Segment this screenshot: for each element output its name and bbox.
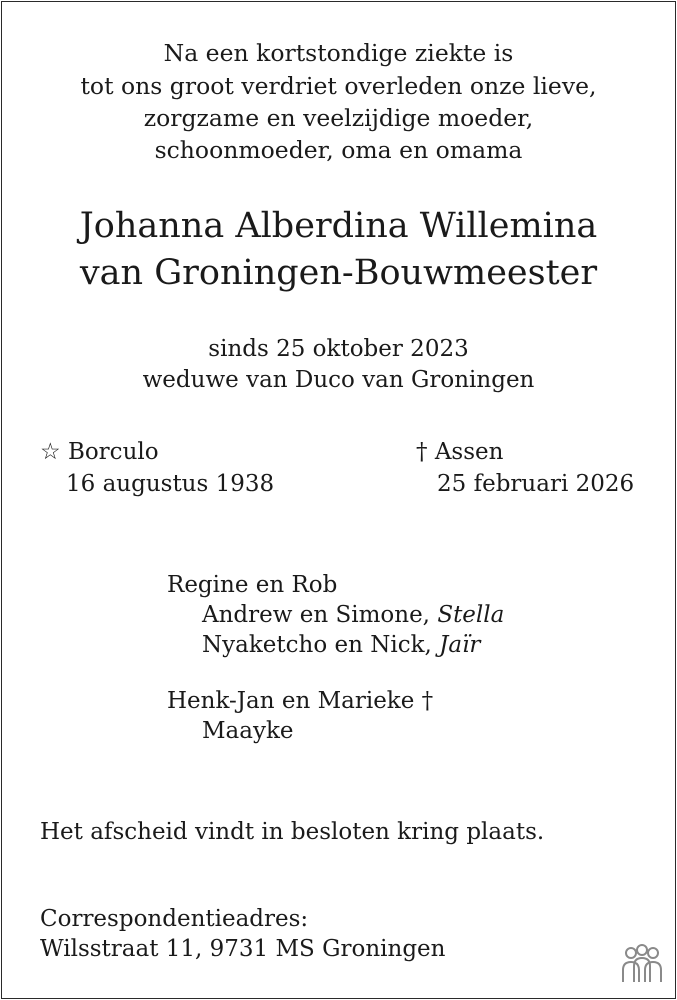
intro-line-4: schoonmoeder, oma en omama: [154, 136, 523, 164]
family-parents-label: Henk-Jan en Marieke: [167, 688, 415, 714]
deceased-name-line-1: Johanna Alberdina Willemina: [79, 206, 598, 246]
widow-of: weduwe van Duco van Groningen: [142, 367, 535, 393]
death-date: 25 februari 2026: [437, 471, 635, 497]
family-parents-2: [167, 686, 433, 716]
birth-date: 16 augustus 1938: [66, 471, 275, 497]
grandchild-name: Jaïr: [439, 632, 481, 658]
family-parents-1: Regine en Rob: [167, 572, 338, 598]
cross-icon: †: [416, 439, 428, 465]
family-child-row: [202, 716, 294, 746]
family-child-row: [202, 600, 504, 630]
intro-line-1: Na een kortstondige ziekte is: [163, 39, 514, 67]
correspondence-address: Wilsstraat 11, 9731 MS Groningen: [40, 936, 446, 962]
family-child-names: Nyaketcho en Nick,: [202, 632, 432, 658]
family-child-row: [202, 630, 480, 660]
death-place-label: Assen: [434, 439, 504, 465]
intro-line-3: zorgzame en veelzijdige moeder,: [143, 104, 534, 132]
deceased-name-line-2: van Groningen-Bouwmeester: [79, 253, 598, 293]
correspondence-label: Correspondentieadres:: [40, 906, 309, 932]
intro-line-2: tot ons groot verdriet overleden onze lieve,: [80, 72, 597, 100]
farewell-text: Het afscheid vindt in besloten kring plaats.: [40, 819, 545, 845]
people-group-icon: [618, 944, 666, 986]
cross-icon: †: [421, 688, 434, 714]
birth-place-label: Borculo: [67, 439, 159, 465]
star-icon: ☆: [40, 439, 61, 465]
family-child-names: Maayke: [202, 718, 294, 744]
death-place: [416, 437, 503, 467]
birth-place: [40, 437, 159, 467]
widow-since: sinds 25 oktober 2023: [208, 336, 469, 362]
grandchild-name: Stella: [437, 602, 505, 628]
family-child-names: Andrew en Simone,: [202, 602, 430, 628]
